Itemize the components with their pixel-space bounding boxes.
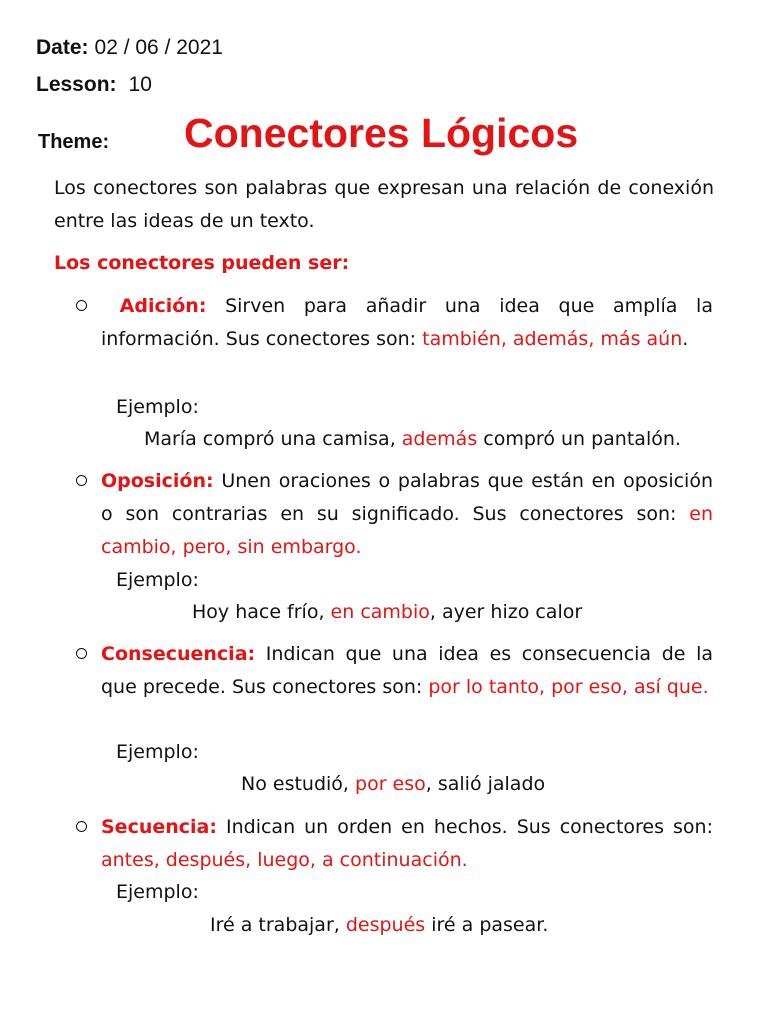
item-text	[101, 465, 713, 564]
lesson-line	[36, 73, 152, 97]
bullet-circle-icon	[76, 300, 87, 311]
item-after: .	[682, 328, 689, 350]
example-after: iré a pasear.	[431, 914, 549, 936]
example-sentence	[241, 768, 545, 801]
item-term: Oposición:	[101, 470, 214, 492]
example-before: María compró una camisa,	[144, 428, 396, 450]
item-text	[101, 638, 713, 704]
item-description: Unen oraciones o palabras que están en oposición o son contrarias en su significado. Sus conectores son:	[101, 470, 713, 525]
example-sentence	[192, 596, 582, 629]
example-label: Ejemplo:	[116, 569, 199, 591]
date-label: Date:	[36, 36, 89, 59]
bullet-circle-icon	[76, 475, 87, 486]
example-connector: además	[401, 428, 478, 450]
item-description: Indican que una idea es consecuencia de la que precede. Sus conectores son:	[101, 643, 714, 698]
date-value: 02 / 06 / 2021	[94, 36, 223, 59]
item-text	[101, 290, 713, 356]
item-connectors: en cambio, pero, sin embargo.	[101, 503, 714, 558]
item-term: Consecuencia:	[101, 643, 256, 665]
lesson-value: 10	[128, 73, 152, 96]
page-title: Conectores Lógicos	[184, 110, 579, 156]
example-after: compró un pantalón.	[483, 428, 681, 450]
example-label: Ejemplo:	[116, 741, 199, 763]
example-after: , ayer hizo calor	[429, 601, 583, 623]
theme-label: Theme:	[38, 131, 110, 153]
example-before: Iré a trabajar,	[210, 914, 340, 936]
item-text	[101, 811, 713, 877]
example-before: Hoy hace frío,	[192, 601, 325, 623]
example-sentence	[210, 909, 548, 942]
lesson-label: Lesson:	[36, 73, 117, 96]
example-connector: en cambio	[330, 601, 430, 623]
bullet-circle-icon	[76, 648, 87, 659]
item-connectors: antes, después, luego, a continuación.	[101, 849, 468, 871]
item-term: Secuencia:	[101, 816, 217, 838]
item-connectors: por lo tanto, por eso, así que.	[428, 676, 709, 698]
example-label: Ejemplo:	[116, 881, 199, 903]
item-connectors: también, además, más aún	[422, 328, 683, 350]
item-description: Indican un orden en hechos. Sus conectores son:	[226, 816, 713, 838]
bullet-circle-icon	[76, 821, 87, 832]
example-label: Ejemplo:	[116, 396, 199, 418]
item-description: Sirven para añadir una idea que amplía la información. Sus conectores son:	[101, 295, 713, 350]
example-before: No estudió,	[241, 773, 349, 795]
example-connector: después	[345, 914, 426, 936]
intro-paragraph: Los conectores son palabras que expresan una relación de conexión entre las ideas de un texto.	[54, 177, 714, 232]
example-sentence	[144, 423, 681, 456]
example-after: , salió jalado	[425, 773, 546, 795]
section-heading: Los conectores pueden ser:	[54, 252, 350, 274]
item-term: Adición:	[119, 295, 207, 317]
example-connector: por eso	[355, 773, 426, 795]
date-line	[36, 36, 223, 60]
